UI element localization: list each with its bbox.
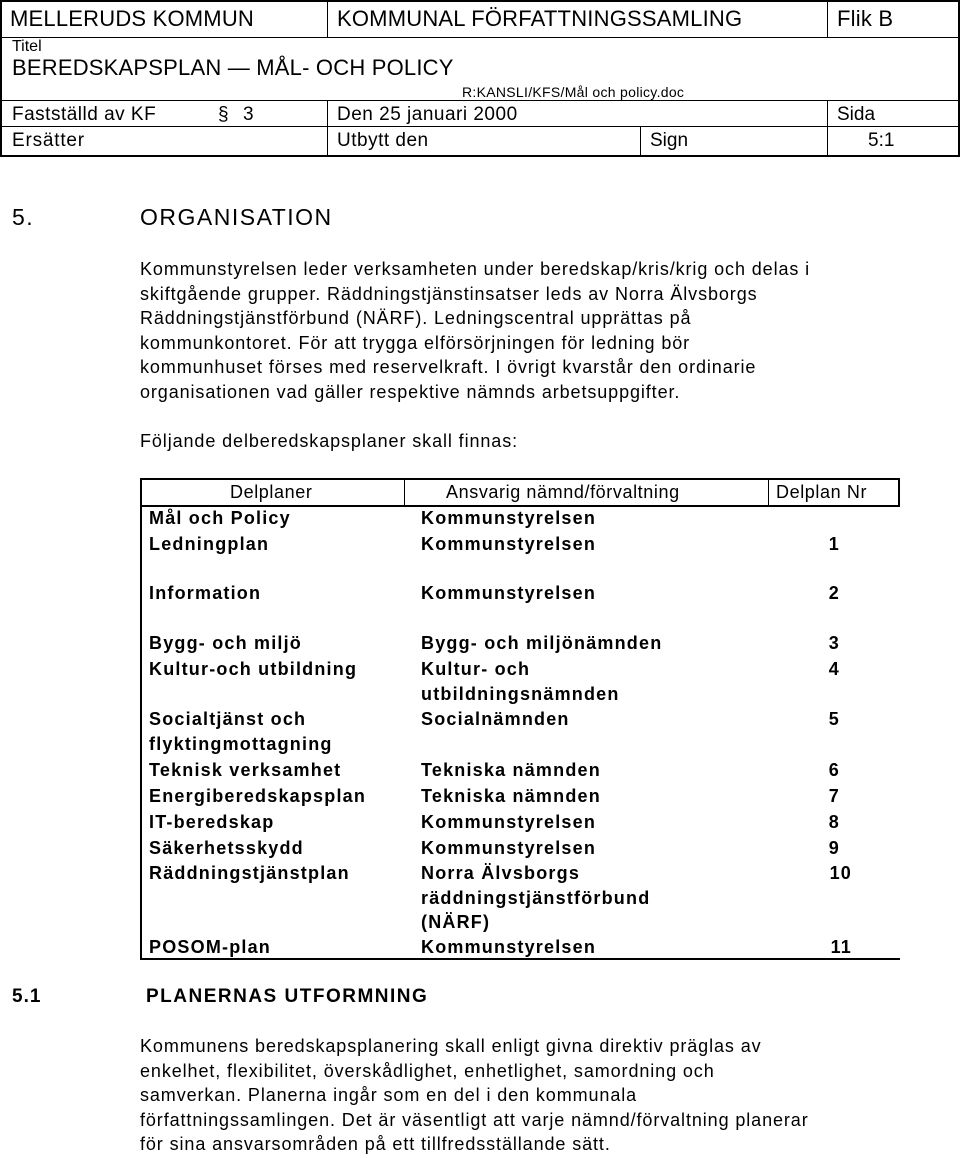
table-cell-nr: 3 <box>828 633 840 653</box>
table-cell-plan: IT-beredskap <box>149 812 275 832</box>
table-cell-plan: Socialtjänst och <box>149 709 307 729</box>
table-cell-plan: Information <box>149 583 262 603</box>
header-top-border <box>0 0 960 2</box>
tab-label: Flik B <box>837 6 894 31</box>
paragraph-line: Kommunstyrelsen leder verksamheten under beredskap/kris/krig och delas i <box>140 259 811 279</box>
table-header-responsible: Ansvarig nämnd/förvaltning <box>446 482 680 502</box>
page-number: 5:1 <box>868 130 895 151</box>
section-title: ORGANISATION <box>140 204 333 230</box>
table-cell-nr: 9 <box>828 838 840 858</box>
table-header-nr: Delplan Nr <box>776 482 868 502</box>
header-col-divider <box>640 126 641 156</box>
table-cell-plan: POSOM-plan <box>149 937 272 957</box>
section-sign: § <box>218 104 229 125</box>
table-cell-plan: Räddningstjänstplan <box>149 863 350 883</box>
table-cell-plan: Ledningplan <box>149 534 270 554</box>
table-cell-responsible: Tekniska nämnden <box>421 786 601 806</box>
table-cell-responsible: Tekniska nämnden <box>421 760 601 780</box>
collection-name: KOMMUNAL FÖRFATTNINGSSAMLING <box>337 6 743 31</box>
table-cell-plan: Bygg- och miljö <box>149 633 302 653</box>
document-header <box>0 0 960 160</box>
paragraph-line: för sina ansvarsområden på ett tillfredsställande sätt. <box>140 1134 611 1154</box>
paragraph-line: författningssamlingen. Det är väsentligt att varje nämnd/förvaltning planerar <box>140 1109 809 1130</box>
table-cell-nr: 2 <box>828 583 840 603</box>
table-cell-plan: Säkerhetsskydd <box>149 838 304 858</box>
sign-label: Sign <box>650 130 689 151</box>
subsection-paragraph <box>140 1034 809 1157</box>
section-paragraph <box>140 257 810 404</box>
section-number: 3 <box>243 104 254 125</box>
header-bottom-border <box>0 155 960 157</box>
table-col-divider <box>404 478 405 507</box>
title-label: Titel <box>12 38 42 55</box>
table-cell-plan: Kultur-och utbildning <box>149 659 358 679</box>
header-row-divider <box>0 100 960 101</box>
table-cell-nr: 6 <box>828 760 840 780</box>
table-cell-responsible: utbildningsnämnden <box>421 684 620 704</box>
page-label: Sida <box>837 104 876 125</box>
paragraph-line: kommunhuset förses med reservelkraft. I övrigt kvarstår den ordinarie <box>140 357 757 377</box>
table-right-border <box>898 478 900 507</box>
paragraph-line: samverkan. Planerna ingår som en del i den kommunala <box>140 1085 638 1105</box>
table-cell-nr: 1 <box>828 534 840 554</box>
table-cell-responsible: Bygg- och miljönämnden <box>421 633 663 653</box>
table-cell-responsible: Socialnämnden <box>421 709 570 729</box>
header-col-divider <box>827 100 828 156</box>
table-cell-nr: 8 <box>828 812 840 832</box>
adoption-date: Den 25 januari 2000 <box>337 104 518 125</box>
header-left-border <box>0 0 2 157</box>
document-title: BEREDSKAPSPLAN — MÅL- OCH POLICY <box>12 55 454 80</box>
section-number: 5. <box>12 204 35 230</box>
header-row-divider <box>0 37 960 38</box>
table-cell-responsible: Kommunstyrelsen <box>421 508 597 528</box>
table-cell-plan: Energiberedskapsplan <box>149 786 367 806</box>
table-col-divider <box>768 478 769 507</box>
table-cell-responsible: Kultur- och <box>421 659 531 679</box>
table-cell-nr: 5 <box>828 709 840 729</box>
file-path: R:KANSLI/KFS/Mål och policy.doc <box>462 84 685 100</box>
table-cell-nr: 7 <box>828 786 840 806</box>
subplans-table <box>140 478 900 960</box>
table-cell-nr: 4 <box>828 659 840 679</box>
plans-intro: Följande delberedskapsplaner skall finnas: <box>140 431 519 451</box>
table-cell-responsible: Kommunstyrelsen <box>421 583 597 603</box>
header-col-divider <box>327 100 328 156</box>
replaced-date-label: Utbytt den <box>337 130 429 151</box>
header-col-divider <box>327 0 328 37</box>
paragraph-line: Räddningstjänstförbund (NÄRF). Ledningscentral upprättas på <box>140 308 692 328</box>
table-left-border <box>140 478 142 960</box>
table-cell-responsible: (NÄRF) <box>421 912 491 932</box>
adopted-by: Fastställd av KF <box>12 104 157 125</box>
header-row-divider <box>0 126 960 127</box>
paragraph-line: organisationen vad gäller respektive nämnds arbetsuppgifter. <box>140 381 681 402</box>
table-cell-plan: Teknisk verksamhet <box>149 760 342 780</box>
table-cell-plan: flyktingmottagning <box>149 734 333 754</box>
table-cell-responsible: Kommunstyrelsen <box>421 838 597 858</box>
header-col-divider <box>827 0 828 37</box>
subsection-number: 5.1 <box>12 986 42 1007</box>
paragraph-line: Kommunens beredskapsplanering skall enligt givna direktiv präglas av <box>140 1036 762 1056</box>
table-cell-nr: 11 <box>830 937 852 957</box>
table-cell-responsible: Kommunstyrelsen <box>421 534 597 554</box>
replaces-label: Ersätter <box>12 130 85 151</box>
table-cell-responsible: Norra Älvsborgs <box>421 863 581 883</box>
table-cell-nr: 10 <box>829 863 852 883</box>
subsection-title: PLANERNAS UTFORMNING <box>146 986 429 1007</box>
table-header-plan: Delplaner <box>230 482 313 502</box>
table-cell-responsible: Kommunstyrelsen <box>421 812 597 832</box>
paragraph-line: skiftgående grupper. Räddningstjänstinsatser leds av Norra Älvsborgs <box>140 283 758 304</box>
municipality-name: MELLERUDS KOMMUN <box>10 6 255 31</box>
paragraph-line: enkelhet, flexibilitet, överskådlighet, enhetlighet, samordning och <box>140 1060 715 1081</box>
table-cell-responsible: Kommunstyrelsen <box>421 937 597 957</box>
table-cell-responsible: räddningstjänstförbund <box>421 888 651 908</box>
table-cell-plan: Mål och Policy <box>149 508 291 528</box>
paragraph-line: kommunkontoret. För att trygga elförsörjningen för ledning bör <box>140 332 691 353</box>
